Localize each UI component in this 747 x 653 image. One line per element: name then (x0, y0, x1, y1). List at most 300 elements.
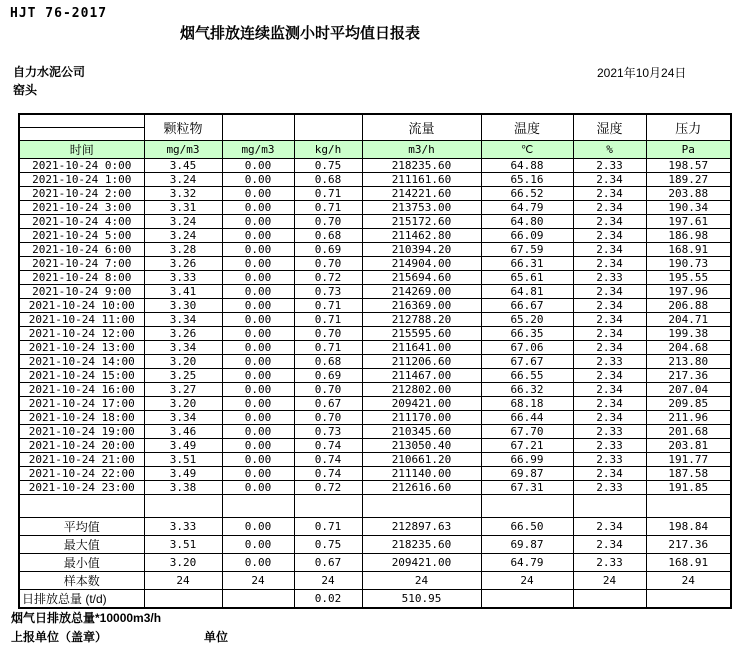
value-cell: 3.34 (144, 411, 222, 425)
time-cell: 2021-10-24 12:00 (19, 327, 144, 341)
time-cell: 2021-10-24 11:00 (19, 313, 144, 327)
time-cell: 2021-10-24 17:00 (19, 397, 144, 411)
value-cell: 24 (481, 572, 573, 590)
time-cell: 2021-10-24 1:00 (19, 173, 144, 187)
value-cell: 190.34 (646, 201, 731, 215)
value-cell: 0.73 (294, 425, 362, 439)
value-cell: 197.61 (646, 215, 731, 229)
table-row (19, 201, 731, 215)
value-cell: 211206.60 (362, 355, 481, 369)
value-cell: 2.34 (573, 229, 646, 243)
time-cell: 2021-10-24 15:00 (19, 369, 144, 383)
table-row (19, 243, 731, 257)
value-cell: 0.71 (294, 313, 362, 327)
table-row (19, 215, 731, 229)
time-cell: 2021-10-24 19:00 (19, 425, 144, 439)
unit-label: 单位 (204, 630, 229, 644)
value-cell: 213050.40 (362, 439, 481, 453)
value-cell: 0.00 (222, 425, 294, 439)
value-cell: 3.38 (144, 481, 222, 495)
time-cell: 2021-10-24 2:00 (19, 187, 144, 201)
value-cell: 510.95 (362, 590, 481, 609)
station-name: 窑头 (13, 83, 38, 97)
value-cell: 210394.20 (362, 243, 481, 257)
value-cell (646, 590, 731, 609)
value-cell: 69.87 (481, 467, 573, 481)
summary-label: 样本数 (19, 572, 144, 590)
value-cell: 0.00 (222, 201, 294, 215)
value-cell: 66.35 (481, 327, 573, 341)
table-row (19, 327, 731, 341)
time-cell: 2021-10-24 21:00 (19, 453, 144, 467)
value-cell: 0.00 (222, 518, 294, 536)
time-header: 时间 (19, 141, 144, 159)
value-cell: 0.71 (294, 518, 362, 536)
value-cell: 67.31 (481, 481, 573, 495)
value-cell: 3.24 (144, 215, 222, 229)
value-cell: 0.00 (222, 369, 294, 383)
value-cell: 2.33 (573, 271, 646, 285)
table-row (19, 495, 731, 518)
summary-rows (19, 518, 731, 609)
value-cell: 3.51 (144, 536, 222, 554)
value-cell: 3.49 (144, 467, 222, 481)
header-blank-2 (294, 114, 362, 141)
value-cell: 3.51 (144, 453, 222, 467)
value-cell: 190.73 (646, 257, 731, 271)
value-cell: 209421.00 (362, 554, 481, 572)
summary-label: 最小值 (19, 554, 144, 572)
value-cell: 0.70 (294, 327, 362, 341)
value-cell: 66.67 (481, 299, 573, 313)
value-cell: 212897.63 (362, 518, 481, 536)
value-cell: 168.91 (646, 554, 731, 572)
value-cell: 0.00 (222, 327, 294, 341)
value-cell: 0.71 (294, 187, 362, 201)
value-cell: 3.20 (144, 554, 222, 572)
value-cell: 0.71 (294, 201, 362, 215)
value-cell: 0.00 (222, 285, 294, 299)
value-cell: 67.59 (481, 243, 573, 257)
value-cell: 0.00 (222, 187, 294, 201)
table-row (19, 173, 731, 187)
data-rows (19, 159, 731, 518)
value-cell: 2.34 (573, 341, 646, 355)
unit-percent: % (573, 141, 646, 159)
report-unit-label: 上报单位（盖章） (11, 630, 108, 644)
value-cell: 0.75 (294, 536, 362, 554)
table-row (19, 341, 731, 355)
value-cell: 218235.60 (362, 159, 481, 173)
value-cell: 201.68 (646, 425, 731, 439)
time-cell: 2021-10-24 3:00 (19, 201, 144, 215)
value-cell: 203.88 (646, 187, 731, 201)
value-cell: 3.20 (144, 355, 222, 369)
value-cell: 64.88 (481, 159, 573, 173)
table-row (19, 425, 731, 439)
value-cell: 0.69 (294, 243, 362, 257)
value-cell: 65.16 (481, 173, 573, 187)
time-cell (19, 495, 144, 518)
value-cell: 0.70 (294, 257, 362, 271)
unit-mg-m3-1: mg/m3 (144, 141, 222, 159)
time-cell: 2021-10-24 20:00 (19, 439, 144, 453)
time-cell: 2021-10-24 0:00 (19, 159, 144, 173)
table-row (19, 187, 731, 201)
value-cell (294, 495, 362, 518)
value-cell: 211140.00 (362, 467, 481, 481)
value-cell (362, 495, 481, 518)
value-cell: 24 (646, 572, 731, 590)
time-cell: 2021-10-24 7:00 (19, 257, 144, 271)
value-cell: 211641.00 (362, 341, 481, 355)
value-cell: 0.00 (222, 271, 294, 285)
header-group-row (19, 114, 731, 141)
value-cell: 0.67 (294, 554, 362, 572)
corner-split (20, 115, 144, 140)
value-cell: 211467.00 (362, 369, 481, 383)
value-cell: 3.41 (144, 285, 222, 299)
value-cell: 209421.00 (362, 397, 481, 411)
value-cell: 2.34 (573, 243, 646, 257)
time-cell: 2021-10-24 4:00 (19, 215, 144, 229)
value-cell: 198.57 (646, 159, 731, 173)
value-cell: 213753.00 (362, 201, 481, 215)
value-cell: 0.70 (294, 215, 362, 229)
table-row (19, 313, 731, 327)
value-cell: 203.81 (646, 439, 731, 453)
value-cell: 0.72 (294, 271, 362, 285)
value-cell: 199.38 (646, 327, 731, 341)
value-cell: 0.00 (222, 229, 294, 243)
value-cell: 2.34 (573, 327, 646, 341)
time-cell: 2021-10-24 18:00 (19, 411, 144, 425)
value-cell: 214221.60 (362, 187, 481, 201)
value-cell: 207.04 (646, 383, 731, 397)
value-cell: 3.20 (144, 397, 222, 411)
header-pressure: 压力 (646, 114, 731, 141)
value-cell: 0.68 (294, 355, 362, 369)
value-cell: 2.34 (573, 467, 646, 481)
value-cell: 3.30 (144, 299, 222, 313)
value-cell: 212802.00 (362, 383, 481, 397)
value-cell: 0.00 (222, 355, 294, 369)
value-cell: 0.00 (222, 173, 294, 187)
value-cell: 0.71 (294, 299, 362, 313)
value-cell: 2.34 (573, 536, 646, 554)
value-cell: 0.00 (222, 383, 294, 397)
unit-kg-h: kg/h (294, 141, 362, 159)
value-cell: 195.55 (646, 271, 731, 285)
value-cell: 212616.60 (362, 481, 481, 495)
value-cell: 217.36 (646, 369, 731, 383)
value-cell: 64.81 (481, 285, 573, 299)
value-cell: 211161.60 (362, 173, 481, 187)
value-cell (144, 495, 222, 518)
value-cell: 0.70 (294, 383, 362, 397)
time-cell: 2021-10-24 23:00 (19, 481, 144, 495)
value-cell (646, 495, 731, 518)
value-cell: 214904.00 (362, 257, 481, 271)
table-row (19, 554, 731, 572)
value-cell: 2.33 (573, 439, 646, 453)
time-cell: 2021-10-24 13:00 (19, 341, 144, 355)
table-row (19, 481, 731, 495)
table-row (19, 518, 731, 536)
value-cell: 24 (362, 572, 481, 590)
table-row (19, 257, 731, 271)
footer-line2 (11, 628, 411, 645)
value-cell: 189.27 (646, 173, 731, 187)
header-corner-cell (19, 114, 144, 141)
time-cell: 2021-10-24 16:00 (19, 383, 144, 397)
time-cell: 2021-10-24 10:00 (19, 299, 144, 313)
value-cell: 0.69 (294, 369, 362, 383)
value-cell: 3.34 (144, 341, 222, 355)
table-row (19, 467, 731, 481)
value-cell: 66.31 (481, 257, 573, 271)
table-row (19, 229, 731, 243)
summary-label: 平均值 (19, 518, 144, 536)
unit-pa: Pa (646, 141, 731, 159)
table-row (19, 411, 731, 425)
report-table (18, 113, 732, 609)
value-cell: 0.00 (222, 299, 294, 313)
value-cell: 0.00 (222, 215, 294, 229)
value-cell: 210345.60 (362, 425, 481, 439)
value-cell: 217.36 (646, 536, 731, 554)
time-cell: 2021-10-24 6:00 (19, 243, 144, 257)
value-cell: 3.26 (144, 327, 222, 341)
value-cell: 0.68 (294, 173, 362, 187)
value-cell: 3.24 (144, 229, 222, 243)
company-name: 自力水泥公司 (13, 65, 86, 79)
value-cell: 66.32 (481, 383, 573, 397)
value-cell: 66.50 (481, 518, 573, 536)
value-cell: 3.33 (144, 271, 222, 285)
header-temperature: 温度 (481, 114, 573, 141)
value-cell: 0.67 (294, 397, 362, 411)
value-cell: 0.00 (222, 554, 294, 572)
table-row (19, 285, 731, 299)
value-cell: 0.00 (222, 397, 294, 411)
table-row (19, 383, 731, 397)
value-cell: 2.33 (573, 425, 646, 439)
value-cell: 168.91 (646, 243, 731, 257)
unit-m3-h: m3/h (362, 141, 481, 159)
value-cell: 198.84 (646, 518, 731, 536)
value-cell: 0.00 (222, 341, 294, 355)
value-cell: 0.75 (294, 159, 362, 173)
value-cell: 3.33 (144, 518, 222, 536)
value-cell: 0.00 (222, 536, 294, 554)
value-cell: 187.58 (646, 467, 731, 481)
value-cell: 3.26 (144, 257, 222, 271)
table-row (19, 369, 731, 383)
value-cell: 2.34 (573, 285, 646, 299)
value-cell: 3.27 (144, 383, 222, 397)
time-cell: 2021-10-24 14:00 (19, 355, 144, 369)
value-cell: 209.85 (646, 397, 731, 411)
value-cell: 2.34 (573, 411, 646, 425)
unit-celsius: ℃ (481, 141, 573, 159)
value-cell: 191.77 (646, 453, 731, 467)
time-cell: 2021-10-24 22:00 (19, 467, 144, 481)
value-cell: 0.74 (294, 439, 362, 453)
table-row (19, 299, 731, 313)
value-cell: 3.24 (144, 173, 222, 187)
value-cell: 67.70 (481, 425, 573, 439)
value-cell: 0.74 (294, 453, 362, 467)
header-particulate: 颗粒物 (144, 114, 222, 141)
value-cell (573, 495, 646, 518)
value-cell: 206.88 (646, 299, 731, 313)
value-cell: 211462.80 (362, 229, 481, 243)
value-cell: 212788.20 (362, 313, 481, 327)
value-cell: 2.33 (573, 355, 646, 369)
value-cell: 3.46 (144, 425, 222, 439)
value-cell: 24 (144, 572, 222, 590)
value-cell: 3.34 (144, 313, 222, 327)
value-cell: 2.34 (573, 518, 646, 536)
value-cell: 0.00 (222, 439, 294, 453)
value-cell: 218235.60 (362, 536, 481, 554)
header-humidity: 湿度 (573, 114, 646, 141)
value-cell: 2.33 (573, 453, 646, 467)
value-cell: 213.80 (646, 355, 731, 369)
value-cell: 66.55 (481, 369, 573, 383)
table-row (19, 397, 731, 411)
value-cell: 69.87 (481, 536, 573, 554)
header-unit-row (19, 141, 731, 159)
value-cell: 2.34 (573, 173, 646, 187)
time-cell: 2021-10-24 5:00 (19, 229, 144, 243)
header-blank-1 (222, 114, 294, 141)
value-cell: 197.96 (646, 285, 731, 299)
value-cell: 2.33 (573, 159, 646, 173)
value-cell: 215172.60 (362, 215, 481, 229)
standard-code: HJT 76-2017 (10, 6, 108, 21)
header-flow: 流量 (362, 114, 481, 141)
report-date: 2021年10月24日 (597, 66, 687, 80)
value-cell: 0.73 (294, 285, 362, 299)
value-cell: 2.34 (573, 397, 646, 411)
value-cell: 215595.60 (362, 327, 481, 341)
value-cell: 0.00 (222, 243, 294, 257)
table-row (19, 590, 731, 609)
value-cell: 64.79 (481, 554, 573, 572)
value-cell: 3.31 (144, 201, 222, 215)
value-cell: 3.45 (144, 159, 222, 173)
value-cell: 0.00 (222, 481, 294, 495)
value-cell: 0.00 (222, 257, 294, 271)
value-cell: 67.67 (481, 355, 573, 369)
value-cell: 3.28 (144, 243, 222, 257)
value-cell (573, 590, 646, 609)
value-cell: 67.21 (481, 439, 573, 453)
value-cell: 2.34 (573, 313, 646, 327)
summary-label: 日排放总量 (t/d) (19, 590, 144, 609)
summary-label: 最大值 (19, 536, 144, 554)
value-cell (481, 495, 573, 518)
value-cell: 3.32 (144, 187, 222, 201)
value-cell: 65.20 (481, 313, 573, 327)
value-cell: 66.09 (481, 229, 573, 243)
value-cell: 2.34 (573, 187, 646, 201)
value-cell: 0.00 (222, 453, 294, 467)
table-row (19, 159, 731, 173)
unit-mg-m3-2: mg/m3 (222, 141, 294, 159)
value-cell: 0.00 (222, 411, 294, 425)
time-cell: 2021-10-24 8:00 (19, 271, 144, 285)
table-row (19, 439, 731, 453)
value-cell: 2.34 (573, 369, 646, 383)
table-row (19, 572, 731, 590)
value-cell: 66.52 (481, 187, 573, 201)
value-cell: 66.44 (481, 411, 573, 425)
value-cell: 210661.20 (362, 453, 481, 467)
value-cell: 2.33 (573, 481, 646, 495)
value-cell: 24 (573, 572, 646, 590)
value-cell: 0.71 (294, 341, 362, 355)
value-cell: 0.70 (294, 411, 362, 425)
value-cell: 215694.60 (362, 271, 481, 285)
value-cell: 24 (294, 572, 362, 590)
value-cell: 0.72 (294, 481, 362, 495)
value-cell: 214269.00 (362, 285, 481, 299)
table-row (19, 453, 731, 467)
value-cell (144, 590, 222, 609)
value-cell: 24 (222, 572, 294, 590)
value-cell: 2.34 (573, 201, 646, 215)
value-cell: 2.34 (573, 299, 646, 313)
value-cell: 0.00 (222, 313, 294, 327)
value-cell: 64.79 (481, 201, 573, 215)
value-cell: 2.34 (573, 215, 646, 229)
value-cell: 3.49 (144, 439, 222, 453)
value-cell: 0.02 (294, 590, 362, 609)
value-cell: 64.80 (481, 215, 573, 229)
value-cell: 2.34 (573, 257, 646, 271)
value-cell: 0.00 (222, 467, 294, 481)
value-cell: 0.74 (294, 467, 362, 481)
value-cell: 68.18 (481, 397, 573, 411)
value-cell: 204.71 (646, 313, 731, 327)
value-cell: 3.25 (144, 369, 222, 383)
value-cell: 216369.00 (362, 299, 481, 313)
value-cell: 66.99 (481, 453, 573, 467)
table-row (19, 536, 731, 554)
value-cell: 186.98 (646, 229, 731, 243)
value-cell (481, 590, 573, 609)
value-cell: 191.85 (646, 481, 731, 495)
value-cell: 2.34 (573, 383, 646, 397)
value-cell: 67.06 (481, 341, 573, 355)
value-cell: 211170.00 (362, 411, 481, 425)
footer-note: 烟气日排放总量*10000m3/h (11, 611, 162, 625)
value-cell: 204.68 (646, 341, 731, 355)
table-row (19, 355, 731, 369)
page-title: 烟气排放连续监测小时平均值日报表 (179, 25, 420, 42)
value-cell: 65.61 (481, 271, 573, 285)
value-cell: 211.96 (646, 411, 731, 425)
value-cell: 0.68 (294, 229, 362, 243)
value-cell (222, 495, 294, 518)
value-cell (222, 590, 294, 609)
value-cell: 0.00 (222, 159, 294, 173)
value-cell: 2.33 (573, 554, 646, 572)
time-cell: 2021-10-24 9:00 (19, 285, 144, 299)
